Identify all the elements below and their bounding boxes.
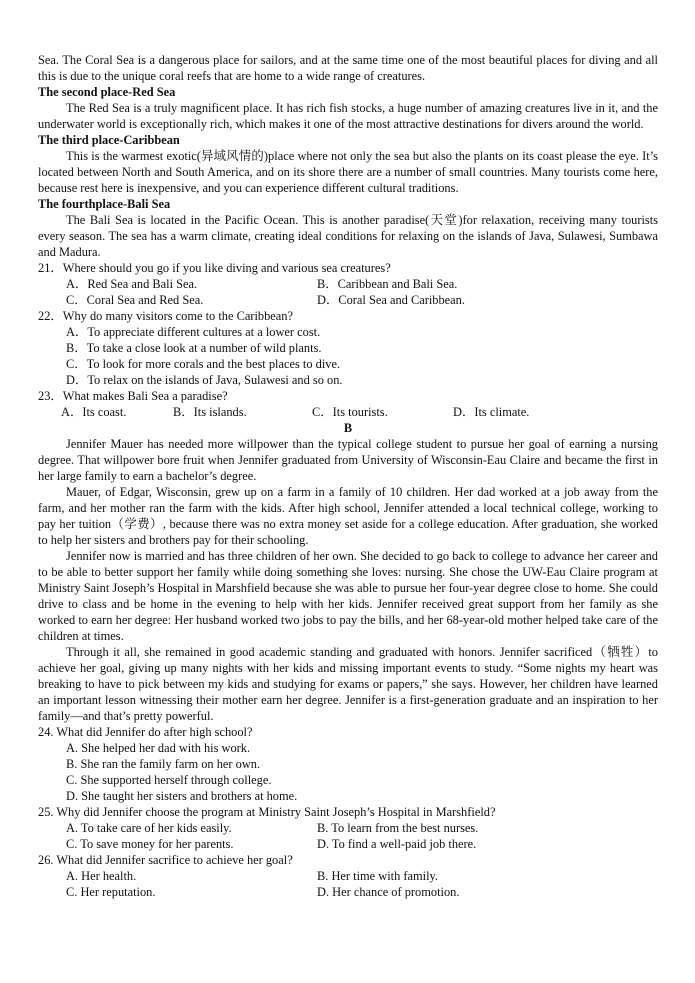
option: C．Coral Sea and Red Sea.: [66, 293, 204, 307]
option: A. To take care of her kids easily.: [66, 821, 232, 835]
question-stem: 26. What did Jennifer sacrifice to achieve her goal?: [38, 853, 293, 867]
passage-a-paragraph: This is the warmest exotic(异域风情的)place where not only the sea but also the plants on its coast please the eye. It’s located between North and South America, and on its shore there are a number of small countries. Many tourists come here, because rest here is inexpensive, and you can experience different cultural traditions.: [38, 149, 658, 195]
option: A．To appreciate different cultures at a lower cost.: [66, 325, 321, 339]
option: B. To learn from the best nurses.: [317, 821, 479, 835]
option: A. Her health.: [66, 869, 137, 883]
option: D. Her chance of promotion.: [317, 885, 460, 899]
option: C. To save money for her parents.: [66, 837, 234, 851]
passage-b-paragraph: Jennifer now is married and has three children of her own. She decided to go back to college to advance her career and to be able to better support her family while doing something she loves: nursing. She chose the UW-Eau Claire program at Ministry Saint Joseph’s Hospital in Marshfield because she was able to pursue her four-year degree close to home. She could drive to class and be home in the evening to help with her kids. Jennifer received great support from her family as she worked to earn her degree: Her husband worked two jobs to pay the bills, and her 68-year-old mother helped take care of the children at times.: [38, 549, 658, 643]
option: B. Her time with family.: [317, 869, 439, 883]
question-stem: 21．Where should you go if you like diving and various sea creatures?: [38, 261, 391, 275]
passage-a-paragraph: The Red Sea is a truly magnificent place. It has rich fish stocks, a huge number of amazing creatures live in it, and the underwater world is exceptionally rich, which makes it one of the most attractive destinations for divers around the world.: [38, 101, 658, 131]
question-options: [38, 276, 658, 308]
passage-a-paragraph: The Bali Sea is located in the Pacific Ocean. This is another paradise(天堂)for relaxation, receiving many tourists every season. The sea has a warm climate, creating ideal conditions for relaxing on the islands of Java, Sulawesi, Sumbawa and Madura.: [38, 213, 658, 259]
section-b-label: B: [343, 421, 353, 435]
passage-b-paragraph: Jennifer Mauer has needed more willpower than the typical college student to pursue her goal of earning a nursing degree. That willpower bore fruit when Jennifer graduated from University of Wisconsin-Eau Claire and became the first in her large family to earn a bachelor’s degree.: [38, 437, 658, 483]
passage-b-paragraph: Through it all, she remained in good academic standing and graduated with honors. Jennifer sacrificed（牺牲）to achieve her goal, giving up many nights with her kids and missing important events to study. “Some nights my heart was breaking to have to pick between my kids and studying for exams or papers,” she says. However, her children have learned an important lesson witnessing their mother earn her degree. Jennifer is a first-generation graduate and an inspiration to her family—and that’s pretty powerful.: [38, 645, 658, 723]
question-options: [38, 868, 658, 900]
option: D. To find a well-paid job there.: [317, 837, 477, 851]
option: D. She taught her sisters and brothers at home.: [66, 789, 298, 803]
question: [38, 724, 658, 804]
option: B. She ran the family farm on her own.: [66, 757, 261, 771]
section-heading: The third place-Caribbean: [38, 133, 180, 147]
option: C. Her reputation.: [66, 885, 156, 899]
option: D．To relax on the islands of Java, Sulawesi and so on.: [66, 373, 343, 387]
question-options: [38, 820, 658, 852]
passage-a-paragraph: Sea. The Coral Sea is a dangerous place for sailors, and at the same time one of the most beautiful places for diving and all this is due to the unique coral reefs that are home to a wide range of creatures.: [38, 53, 658, 83]
section-heading: The second place-Red Sea: [38, 85, 176, 99]
section-heading: The fourthplace-Bali Sea: [38, 197, 171, 211]
option: C．To look for more corals and the best places to dive.: [66, 357, 341, 371]
option: B．Its islands.: [173, 405, 247, 419]
question-options: [38, 404, 658, 420]
question: [38, 804, 658, 852]
question: [38, 260, 658, 308]
option: C．Its tourists.: [312, 405, 388, 419]
option: D．Coral Sea and Caribbean.: [317, 293, 465, 307]
question: [38, 308, 658, 388]
option: A．Its coast.: [61, 405, 127, 419]
question-stem: 22．Why do many visitors come to the Caribbean?: [38, 309, 293, 323]
option: A．Red Sea and Bali Sea.: [66, 277, 198, 291]
option: B．To take a close look at a number of wild plants.: [66, 341, 322, 355]
option: D．Its climate.: [453, 405, 530, 419]
question: [38, 388, 658, 420]
question-stem: 24. What did Jennifer do after high school?: [38, 725, 253, 739]
exam-page: [38, 52, 658, 900]
option: C. She supported herself through college.: [66, 773, 272, 787]
passage-b-paragraph: Mauer, of Edgar, Wisconsin, grew up on a farm in a family of 10 children. Her dad worked at a job away from the farm, and her mother ran the farm with the kids. After high school, Jennifer attended a local technical college, working to pay her tuition（学费）, because there was no extra money set aside for a college education. After graduation, she worked to help her sisters and brothers pay for their schooling.: [38, 485, 658, 547]
option: B．Caribbean and Bali Sea.: [317, 277, 458, 291]
option: A. She helped her dad with his work.: [66, 741, 251, 755]
question-stem: 25. Why did Jennifer choose the program at Ministry Saint Joseph’s Hospital in Marshfield?: [38, 805, 496, 819]
question-stem: 23．What makes Bali Sea a paradise?: [38, 389, 228, 403]
question: [38, 852, 658, 900]
